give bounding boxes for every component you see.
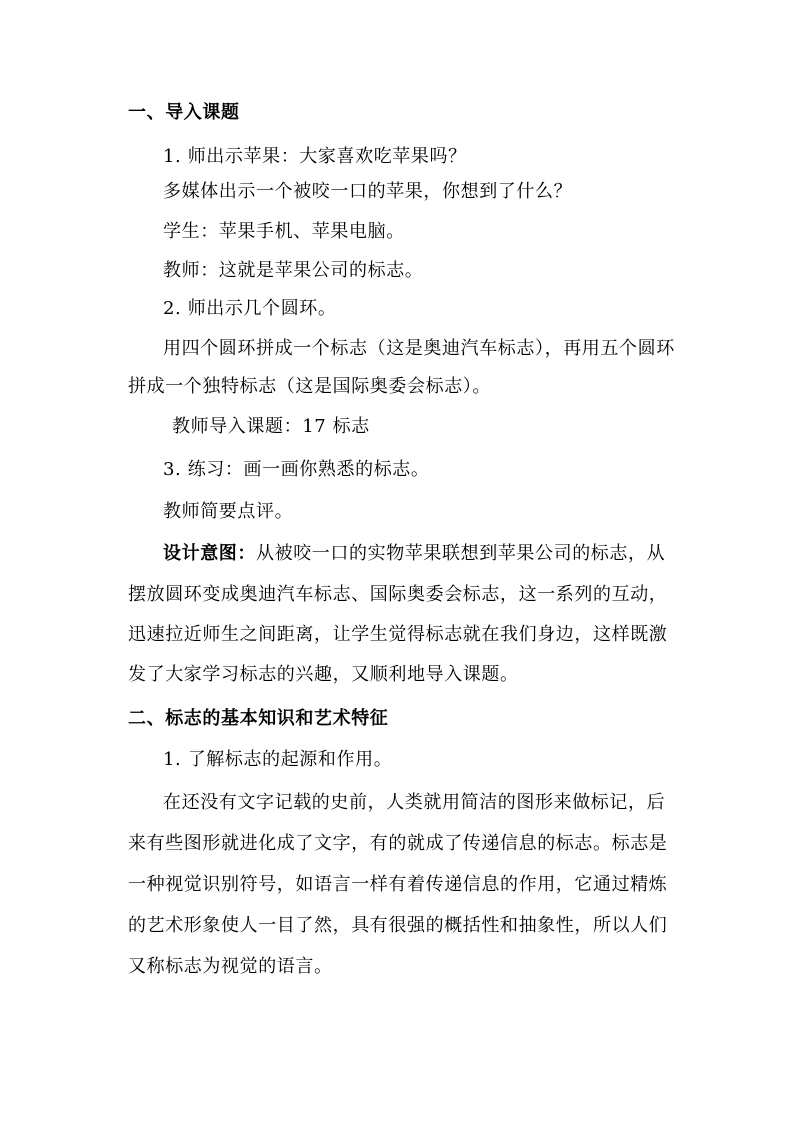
design-intent-line4: 发了大家学习标志的兴趣，又顺利地导入课题。	[128, 664, 519, 685]
section1-paragraph4-line1: 用四个圆环拼成一个标志（这是奥迪汽车标志），再用五个圆环	[163, 338, 675, 359]
section1-paragraph1: 多媒体出示一个被咬一口的苹果，你想到了什么？	[163, 181, 573, 202]
section2-heading: 二、标志的基本知识和艺术特征	[128, 708, 389, 729]
section2-paragraph1-line3: 一种视觉识别符号，如语言一样有着传递信息的作用，它通过精炼	[128, 874, 668, 895]
section1-paragraph2: 学生：苹果手机、苹果电脑。	[163, 221, 405, 242]
section2-paragraph1-line5: 又称标志为视觉的语言。	[128, 956, 333, 977]
section1-heading: 一、导入课题	[128, 102, 240, 123]
section2-item1: 1. 了解标志的起源和作用。	[163, 749, 393, 770]
section2-paragraph1-line2: 来有些图形就进化成了文字，有的就成了传递信息的标志。标志是	[128, 833, 668, 854]
design-intent-line3: 迅速拉近师生之间距离，让学生觉得标志就在我们身边，这样既激	[128, 624, 668, 645]
section2-paragraph1-line1: 在还没有文字记载的史前，人类就用简洁的图形来做标记，后	[163, 792, 666, 813]
design-intent-label: 设计意图：	[163, 543, 256, 564]
design-intent-line1	[163, 543, 665, 565]
section1-paragraph6: 教师简要点评。	[163, 501, 294, 522]
design-intent-text1: 从被咬一口的实物苹果联想到苹果公司的标志，从	[256, 543, 666, 564]
section1-item2: 2. 师出示几个圆环。	[163, 298, 337, 319]
section1-paragraph3: 教师：这就是苹果公司的标志。	[163, 260, 424, 281]
section1-item3: 3. 练习：画一画你熟悉的标志。	[163, 459, 430, 480]
section1-item1: 1. 师出示苹果：大家喜欢吃苹果吗？	[163, 146, 467, 167]
section1-paragraph5: 教师导入课题：17 标志	[172, 416, 370, 437]
section1-paragraph4-line2: 拼成一个独特标志（这是国际奥委会标志）。	[128, 376, 491, 397]
design-intent-line2: 摆放圆环变成奥迪汽车标志、国际奥委会标志，这一系列的互动，	[128, 584, 668, 605]
section2-paragraph1-line4: 的艺术形象使人一目了然，具有很强的概括性和抽象性，所以人们	[128, 915, 668, 936]
